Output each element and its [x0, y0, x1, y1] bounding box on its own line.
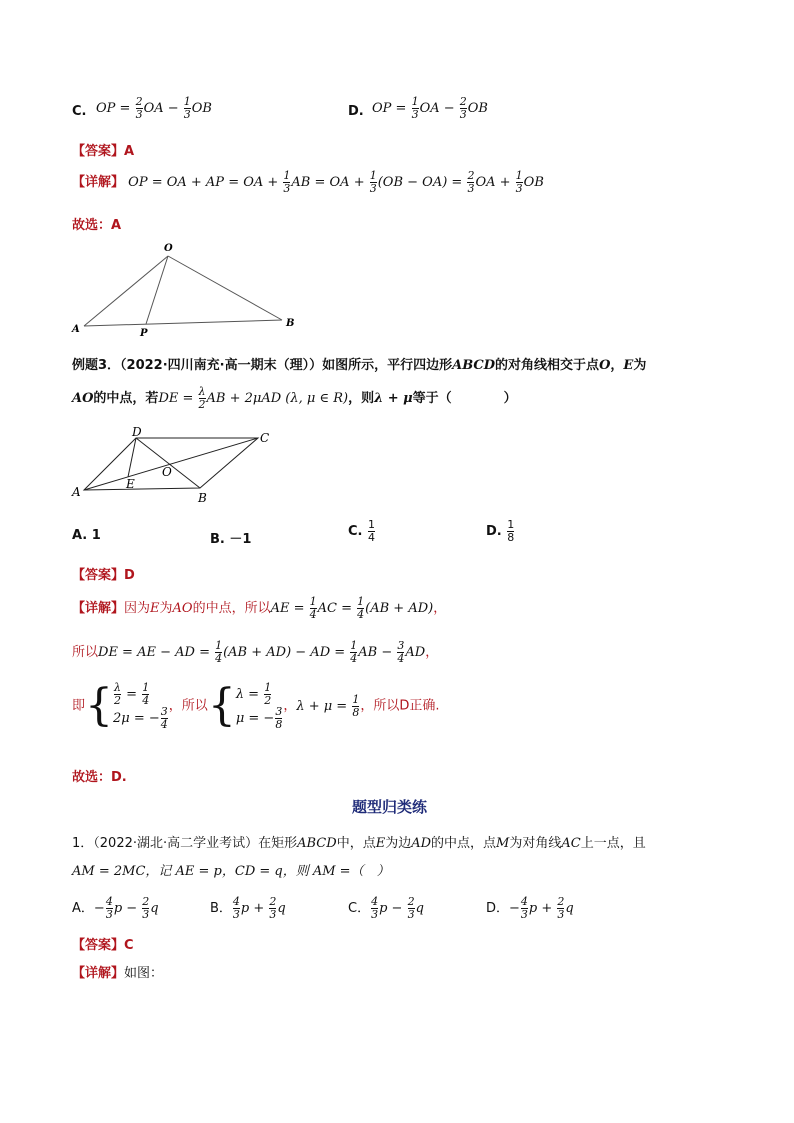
option-d-expr: OP = $\frac{1}{3}$ OA − $\frac{2}{3}$ OB	[372, 95, 488, 121]
answer-tag: 【答案】A	[72, 144, 135, 159]
ex3-detail-1: 【详解】因为E为AO的中点，所以AE = $\frac{1}{4}$ AC = $\frac{1}{4}$ (AB + AD)，	[72, 595, 447, 621]
segment-ab	[84, 320, 282, 326]
example3-line2: AO的中点，若DE = $\frac{\lambda}{2}$ AB + 2μAD (λ, μ ∈ R)，则λ + μ等于（ ）	[72, 385, 517, 411]
ex3-option-b: B. －1	[210, 532, 252, 547]
q1-option-c: C． $\frac{4}{3}$ p − $\frac{2}{3}$ q	[348, 895, 424, 921]
option-c-expr: OP = $\frac{2}{3}$ OA − $\frac{1}{3}$ OB	[96, 95, 212, 121]
option-c-label: C.	[72, 104, 87, 119]
choose-line: 故选：A	[72, 218, 122, 233]
label-a: A	[72, 324, 80, 335]
ex3-detail-3: 即{ $\frac{\lambda}{2}$ = $\frac{1}{4}$ 2μ = − $\frac{3}{4}$ ，所以{ λ = $\frac{1}{2}$ μ = − $\frac{3}{8}$ ，λ + μ = $\frac{1}{8}$ ，所以D正确.	[72, 680, 440, 731]
ex3-option-a: A. 1	[72, 528, 101, 543]
example3-title: 例题3．（2022·四川南充·高一期末（理））如图所示，平行四边形ABCD的对角线相交于点O，E为	[72, 358, 647, 373]
label-o: O	[164, 243, 173, 254]
q1-line2: AM = 2MC，记 AE = p，CD = q，则 AM =（ ）	[72, 864, 390, 879]
segment-ob	[168, 256, 282, 320]
label-o: O	[162, 465, 172, 479]
segment-de	[128, 438, 136, 477]
q1-line1: 1．（2022·湖北·高二学业考试）在矩形ABCD中，点E为边AD的中点，点M为对角线AC上一点，且	[72, 836, 646, 851]
ex3-choose: 故选：D.	[72, 770, 127, 785]
ex3-detail-2: 所以DE = AE − AD = $\frac{1}{4}$ (AB + AD) − AD = $\frac{1}{4}$ AB − $\frac{3}{4}$ AD，	[72, 639, 439, 665]
q1-option-b: B． $\frac{4}{3}$ p + $\frac{2}{3}$ q	[210, 895, 286, 921]
segment-oa	[84, 256, 168, 326]
ex3-answer: 【答案】D	[72, 568, 135, 583]
parallelogram-figure	[68, 424, 288, 504]
label-c: C	[260, 431, 270, 445]
section-title: 题型归类练	[352, 798, 428, 816]
label-b: B	[198, 491, 207, 504]
label-e: E	[126, 477, 135, 491]
ex3-option-d: D. $\frac{1}{8}$	[486, 518, 515, 544]
segment-op	[146, 256, 168, 324]
label-d: D	[132, 425, 142, 439]
q1-detail: 【详解】如图：	[72, 966, 164, 981]
diagonal-bd	[136, 438, 200, 488]
q1-answer: 【答案】C	[72, 938, 134, 953]
q1-option-d: D．− $\frac{4}{3}$ p + $\frac{2}{3}$ q	[486, 895, 574, 921]
q1-option-a: A．− $\frac{4}{3}$ p − $\frac{2}{3}$ q	[72, 895, 159, 921]
label-p: P	[140, 328, 148, 338]
label-a: A	[72, 485, 81, 499]
triangle-figure	[64, 238, 314, 338]
detail-line: 【详解】 OP = OA + AP = OA + $\frac{1}{3}$ AB = OA + $\frac{1}{3}$ (OB − OA) = $\frac{2}{3}$ OA + $\frac{1}{3}$ OB	[72, 169, 544, 195]
option-d-label: D.	[348, 104, 364, 119]
label-b: B	[286, 318, 295, 329]
ex3-option-c: C. $\frac{1}{4}$	[348, 518, 376, 544]
